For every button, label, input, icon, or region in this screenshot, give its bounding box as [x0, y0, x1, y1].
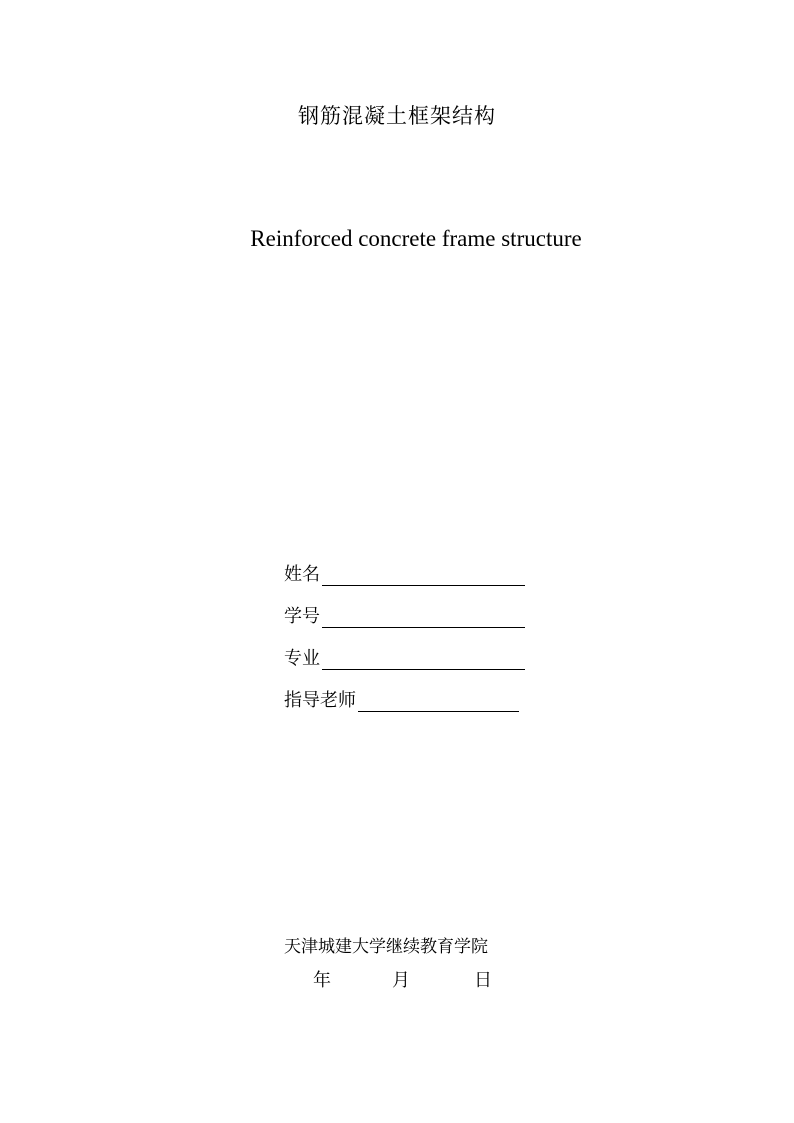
field-name-underline[interactable]	[322, 565, 525, 586]
title-chinese: 钢筋混凝土框架结构	[298, 104, 496, 128]
field-name-row	[284, 560, 525, 586]
title-english: Reinforced concrete frame structure	[250, 226, 582, 251]
field-advisor-underline[interactable]	[358, 691, 519, 712]
field-student-id-label: 学号	[284, 606, 320, 627]
date-day-label: 日	[474, 970, 492, 991]
field-name-label: 姓名	[284, 564, 320, 585]
field-student-id-underline[interactable]	[322, 607, 525, 628]
field-major-label: 专业	[284, 648, 320, 669]
field-student-id-row	[284, 602, 525, 628]
date-month-label: 月	[392, 970, 410, 991]
institution-name: 天津城建大学继续教育学院	[284, 937, 488, 957]
field-advisor-row	[284, 686, 519, 712]
field-major-underline[interactable]	[322, 649, 525, 670]
field-advisor-label: 指导老师	[284, 690, 356, 711]
field-major-row	[284, 644, 525, 670]
date-year-label: 年	[313, 970, 331, 991]
